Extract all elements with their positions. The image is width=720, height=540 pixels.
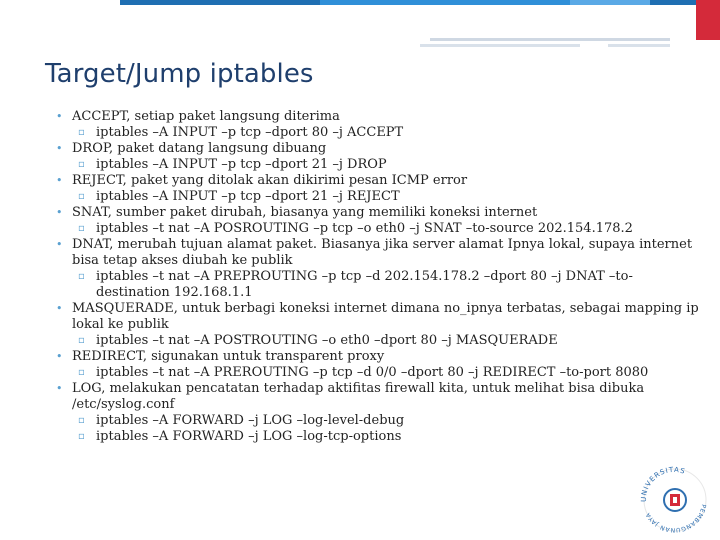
sub-bullet-text: iptables –A INPUT –p tcp –dport 21 –j REJECT xyxy=(96,189,400,204)
bullet-item xyxy=(56,109,706,125)
sub-bullet-square-icon: ▫ xyxy=(78,335,85,346)
header-bar-segment xyxy=(0,0,120,5)
sub-bullet-item xyxy=(56,157,706,173)
bullet-item xyxy=(56,381,706,413)
bullet-dot-icon: • xyxy=(56,110,63,123)
bullet-text: SNAT, sumber paket dirubah, biasanya yang memiliki koneksi internet xyxy=(72,205,538,220)
university-logo xyxy=(632,458,712,538)
sub-bullet-text: iptables –A FORWARD –j LOG –log-level-debug xyxy=(96,413,405,428)
sub-bullet-text: iptables –t nat –A POSROUTING –p tcp –o eth0 –j SNAT –to-source 202.154.178.2 xyxy=(96,221,633,236)
sub-bullet-text: iptables –A FORWARD –j LOG –log-tcp-options xyxy=(96,429,402,444)
bullet-text: ACCEPT, setiap paket langsung diterima xyxy=(72,109,340,124)
sub-bullet-item xyxy=(56,125,706,141)
bullet-item xyxy=(56,349,706,365)
sub-bullet-text: iptables –A INPUT –p tcp –dport 80 –j ACCEPT xyxy=(96,125,404,140)
bullet-dot-icon: • xyxy=(56,238,63,251)
sub-bullet-square-icon: ▫ xyxy=(78,415,85,426)
bullet-dot-icon: • xyxy=(56,350,63,363)
sub-bullet-square-icon: ▫ xyxy=(78,431,85,442)
header-bar-segment xyxy=(650,0,700,5)
bullet-item xyxy=(56,141,706,157)
sub-bullet-text: iptables –A INPUT –p tcp –dport 21 –j DROP xyxy=(96,157,387,172)
bullet-item xyxy=(56,237,706,269)
sub-bullet-item xyxy=(56,429,706,445)
sub-bullet-text: iptables –t nat –A PREPROUTING –p tcp –d 202.154.178.2 –dport 80 –j DNAT –to-destination 192.168.1.1 xyxy=(96,269,633,300)
logo-text-top: UNIVERSITAS xyxy=(639,465,687,503)
sub-bullet-square-icon: ▫ xyxy=(78,191,85,202)
sub-bullet-square-icon: ▫ xyxy=(78,271,85,282)
bullet-dot-icon: • xyxy=(56,174,63,187)
sub-bullet-square-icon: ▫ xyxy=(78,127,85,138)
sub-bullet-square-icon: ▫ xyxy=(78,159,85,170)
decorative-line xyxy=(608,44,670,47)
bullet-text: MASQUERADE, untuk berbagi koneksi internet dimana no_ipnya terbatas, sebagai mapping ip lokal ke publik xyxy=(72,301,699,332)
logo-text-bottom: PEMBANGUNAN JAYA xyxy=(644,503,707,534)
header-bar-segment xyxy=(320,0,570,5)
bullet-item xyxy=(56,173,706,189)
bullet-text: REDIRECT, sigunakan untuk transparent proxy xyxy=(72,349,385,364)
sub-bullet-item xyxy=(56,333,706,349)
bullet-dot-icon: • xyxy=(56,142,63,155)
bullet-item xyxy=(56,205,706,221)
sub-bullet-item xyxy=(56,413,706,429)
sub-bullet-square-icon: ▫ xyxy=(78,223,85,234)
bullet-text: DROP, paket datang langsung dibuang xyxy=(72,141,327,156)
bullet-list xyxy=(56,109,706,445)
slide-title: Target/Jump iptables xyxy=(45,59,314,89)
sub-bullet-square-icon: ▫ xyxy=(78,367,85,378)
header-red-block xyxy=(696,0,720,40)
sub-bullet-item xyxy=(56,365,706,381)
bullet-dot-icon: • xyxy=(56,382,63,395)
sub-bullet-text: iptables –t nat –A PREROUTING –p tcp –d 0/0 –dport 80 –j REDIRECT –to-port 8080 xyxy=(96,365,649,380)
decorative-line xyxy=(430,38,670,41)
bullet-text: DNAT, merubah tujuan alamat paket. Biasanya jika server alamat Ipnya lokal, supaya internet bisa tetap akses diubah ke publik xyxy=(72,237,693,268)
sub-bullet-item xyxy=(56,269,706,301)
sub-bullet-item xyxy=(56,221,706,237)
header-bar-segment xyxy=(120,0,320,5)
sub-bullet-item xyxy=(56,189,706,205)
bullet-dot-icon: • xyxy=(56,206,63,219)
header-bar-segment xyxy=(570,0,650,5)
bullet-item xyxy=(56,301,706,333)
bullet-text: LOG, melakukan pencatatan terhadap aktifitas firewall kita, untuk melihat bisa dibuka /etc/syslog.conf xyxy=(72,381,645,412)
bullet-dot-icon: • xyxy=(56,302,63,315)
decorative-line xyxy=(420,44,580,47)
sub-bullet-text: iptables –t nat –A POSTROUTING –o eth0 –dport 80 –j MASQUERADE xyxy=(96,333,558,348)
bullet-text: REJECT, paket yang ditolak akan dikirimi pesan ICMP error xyxy=(72,173,468,188)
